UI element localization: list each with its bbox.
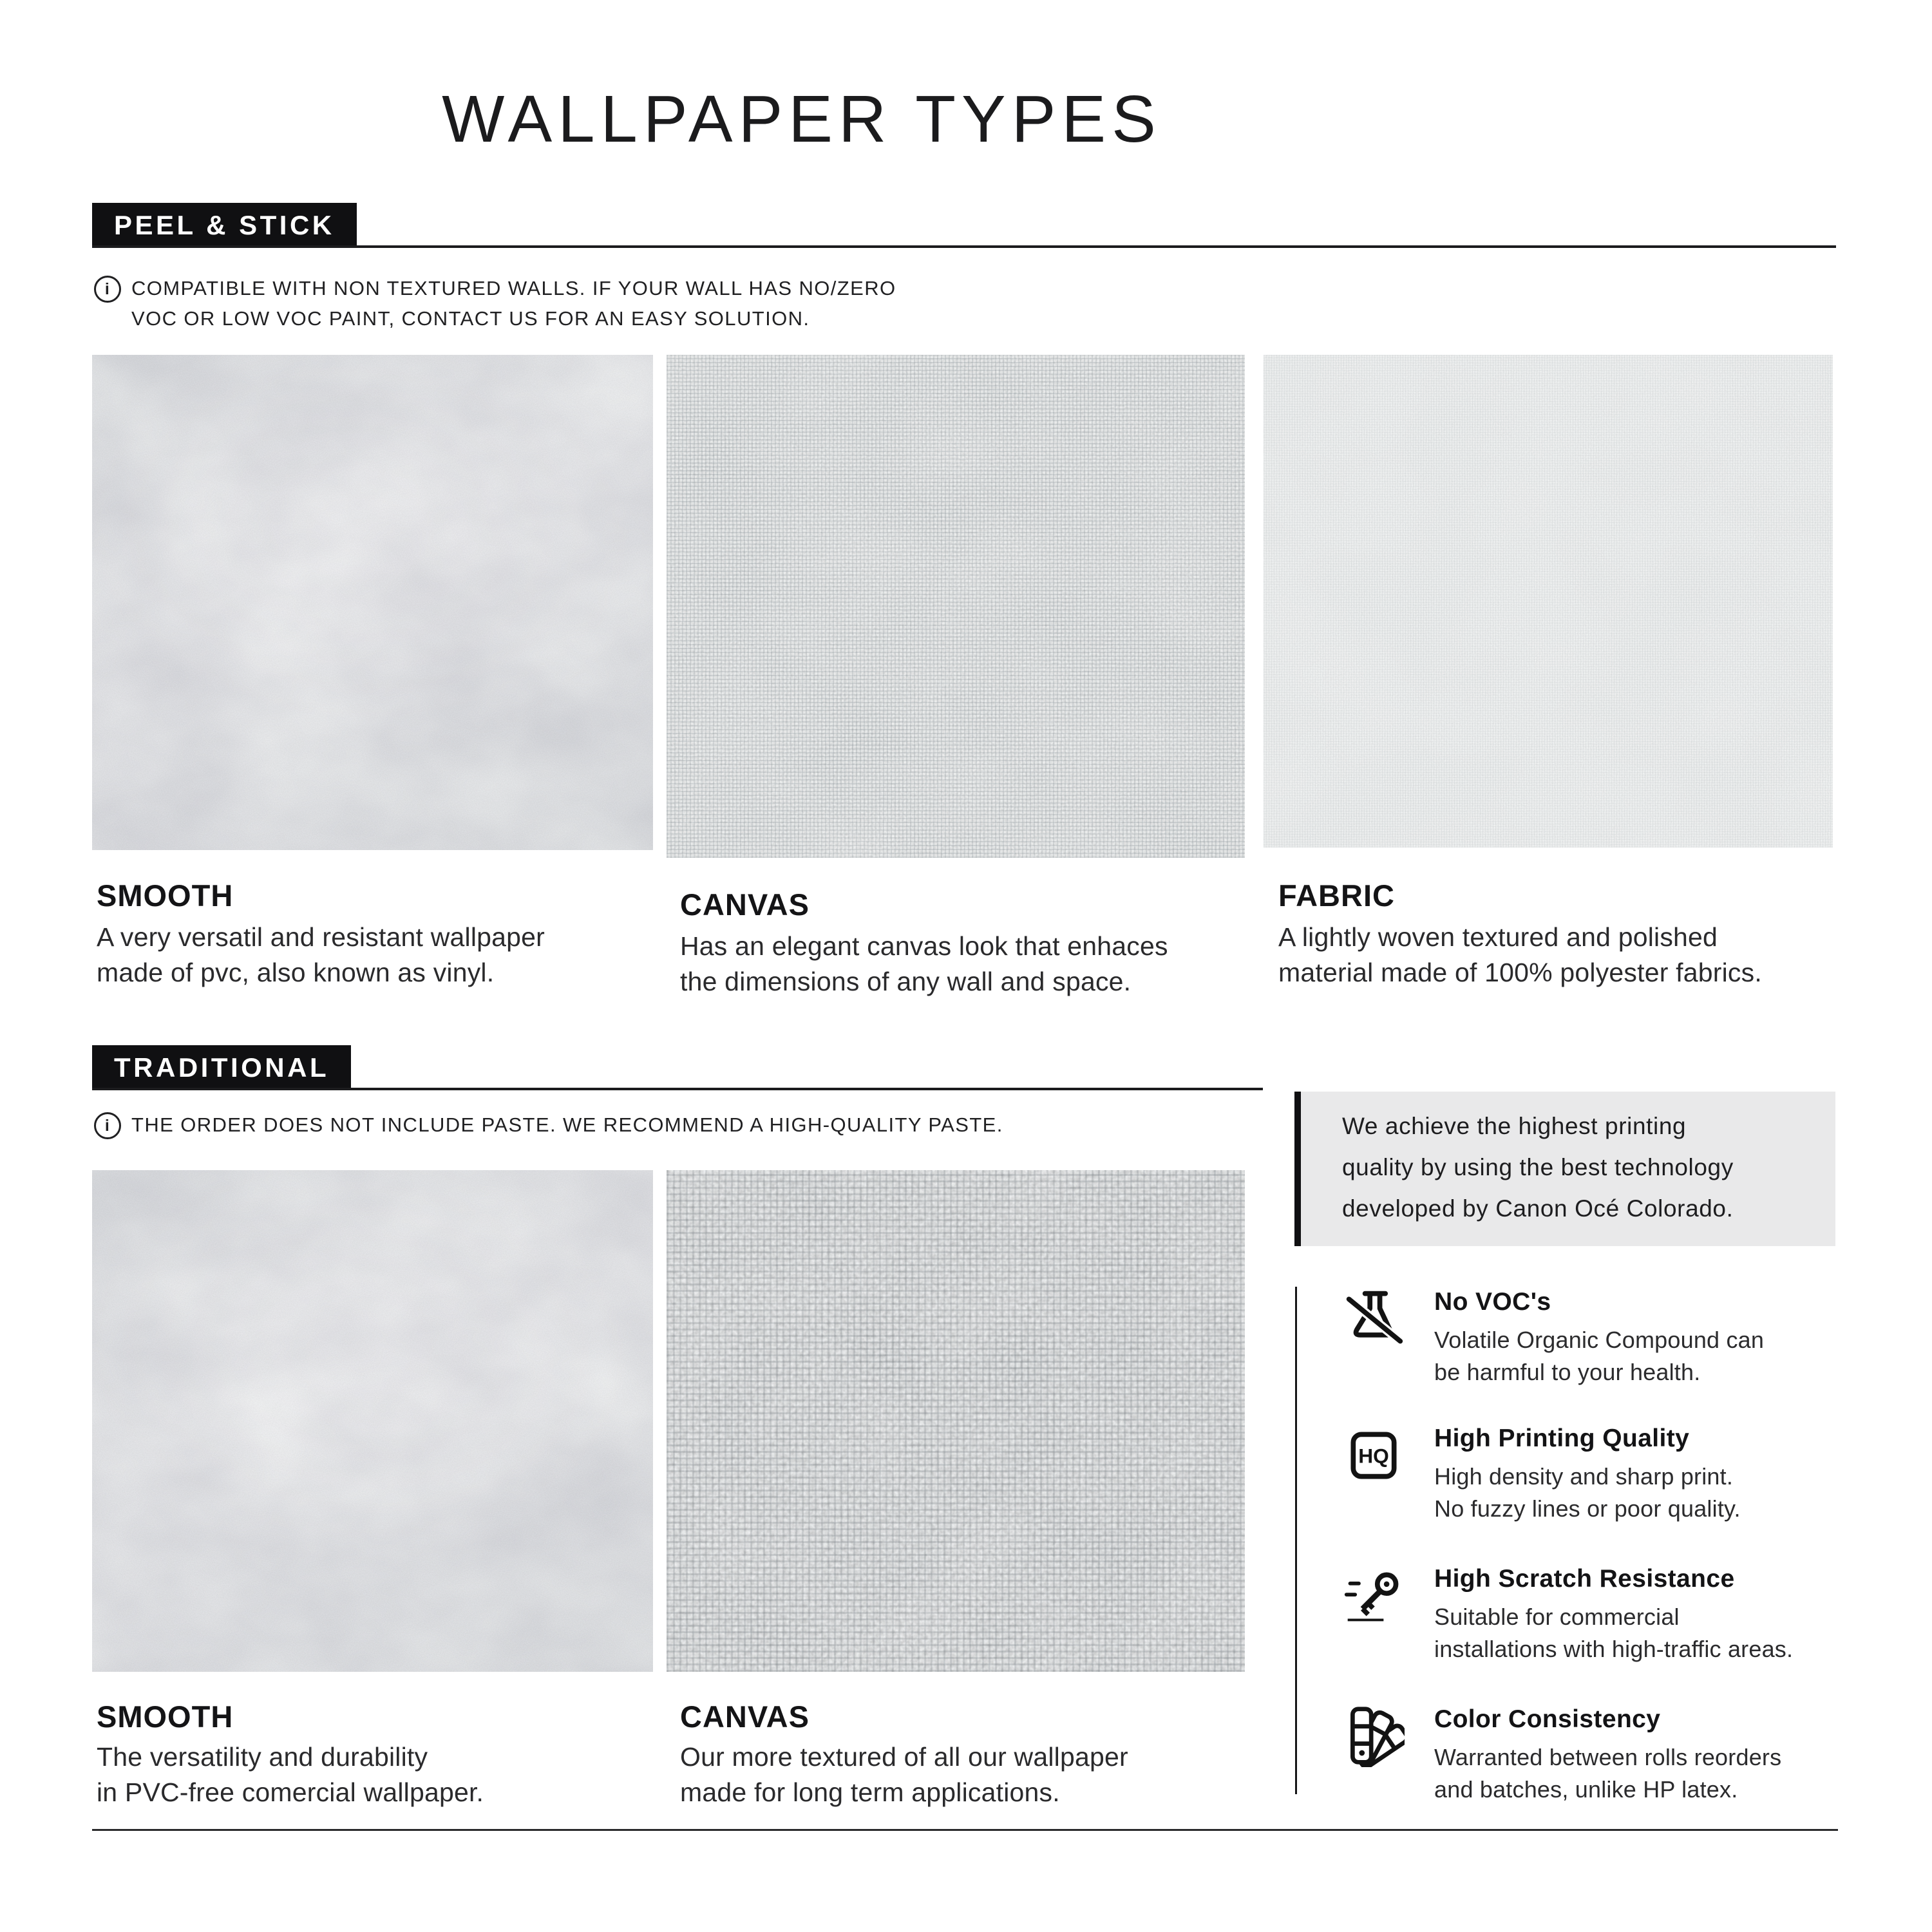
swatch-desc-smooth-traditional: The versatility and durability in PVC-free comercial wallpaper. [97,1742,484,1807]
traditional-smooth-swatch-image [92,1170,653,1672]
feature-title: Color Consistency [1434,1705,1661,1733]
quality-box-accent-bar [1294,1092,1301,1246]
smooth-texture-noise [92,1170,653,1672]
swatch-label-smooth-traditional: SMOOTH [97,1700,234,1734]
peel-stick-note-text: COMPATIBLE WITH NON TEXTURED WALLS. IF YOUR WALL HAS NO/ZERO VOC OR LOW VOC PAINT, CONTACT US FOR AN EASY SOLUTION. [131,277,896,330]
peel-stick-smooth-swatch-image [92,355,653,850]
feature-text [1434,1705,1781,1806]
feature-desc: High density and sharp print. No fuzzy lines or poor quality. [1434,1463,1741,1522]
feature-desc: Warranted between rolls reorders and batches, unlike HP latex. [1434,1744,1782,1803]
traditional-canvas-swatch-image [667,1170,1245,1672]
info-icon: i [94,1112,121,1139]
peel-stick-note [94,273,896,334]
feature-high-printing-quality [1343,1425,1741,1525]
swatch-desc-canvas: Has an elegant canvas look that enhaces the dimensions of any wall and space. [680,931,1168,996]
feature-desc: Suitable for commercial installations with high-traffic areas. [1434,1604,1794,1662]
peel-stick-header-rule [92,245,1836,248]
traditional-note-text: THE ORDER DOES NOT INCLUDE PASTE. WE RECOMMEND A HIGH-QUALITY PASTE. [131,1113,1003,1136]
feature-text [1434,1565,1793,1665]
feature-high-scratch-resistance [1343,1565,1793,1665]
traditional-note [94,1110,1003,1140]
feature-title: High Scratch Resistance [1434,1565,1735,1593]
feature-title: High Printing Quality [1434,1425,1690,1452]
swatch-desc-canvas-traditional: Our more textured of all our wallpaper made for long term applications. [680,1742,1128,1807]
quality-note-box: We achieve the highest printing quality by using the best technology developed by Canon Océ Colorado. [1301,1092,1835,1246]
feature-text [1434,1425,1741,1525]
canvas-texture-noise [667,355,1245,858]
svg-text:HQ: HQ [1358,1444,1389,1468]
coarse-canvas-texture-noise [667,1170,1245,1672]
no-voc-flask-icon [1343,1288,1405,1350]
peel-stick-section-badge: PEEL & STICK [92,203,357,248]
fabric-texture-noise [1264,355,1833,848]
swatch-label-fabric: FABRIC [1278,878,1395,913]
feature-text [1434,1288,1764,1388]
swatch-label-canvas-traditional: CANVAS [680,1700,810,1734]
hq-badge-icon [1343,1425,1405,1486]
traditional-section-badge: TRADITIONAL [92,1045,351,1090]
scratch-key-icon [1343,1565,1405,1627]
traditional-header-rule [92,1088,1263,1090]
swatch-desc-smooth: A very versatil and resistant wallpaper made of pvc, also known as vinyl. [97,922,545,987]
page-title: WALLPAPER TYPES [442,82,1162,156]
feature-title: No VOC's [1434,1288,1551,1316]
smooth-texture-noise [92,355,653,850]
info-icon: i [94,276,121,303]
sidebar-divider-line [1295,1287,1297,1794]
feature-desc: Volatile Organic Compound can be harmful to your health. [1434,1327,1765,1385]
swatch-desc-fabric: A lightly woven textured and polished material made of 100% polyester fabrics. [1278,922,1762,987]
peel-stick-canvas-swatch-image [667,355,1245,858]
peel-stick-fabric-swatch-image [1264,355,1833,848]
feature-color-consistency [1343,1705,1781,1806]
swatch-label-canvas: CANVAS [680,887,810,922]
bottom-rule [92,1829,1838,1831]
swatch-label-smooth: SMOOTH [97,878,234,913]
feature-no-voc [1343,1288,1764,1388]
color-swatchbook-icon [1343,1705,1405,1767]
